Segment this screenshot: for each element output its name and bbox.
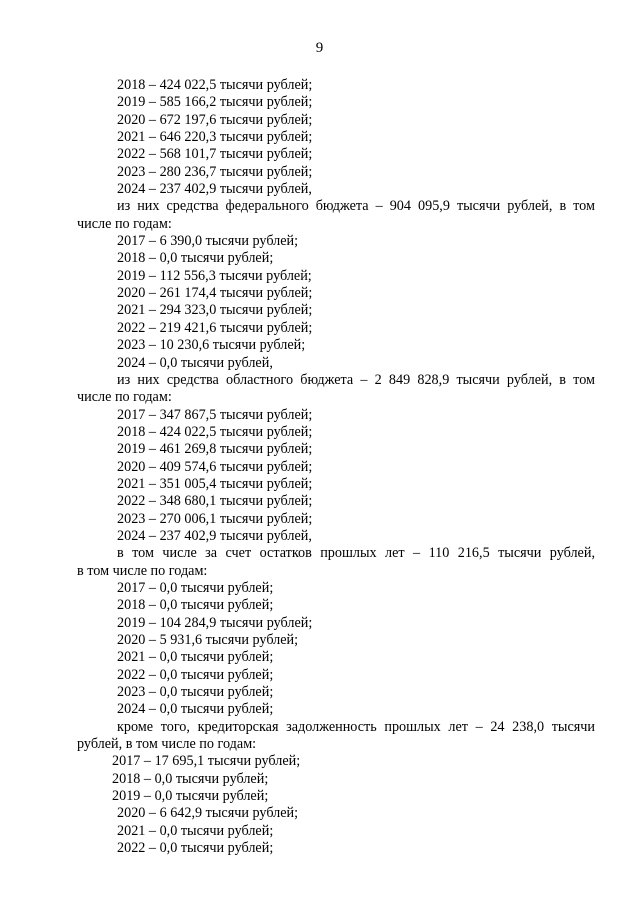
text-line: 2018 – 0,0 тысячи рублей; bbox=[112, 770, 269, 787]
text-line: 2017 – 6 390,0 тысячи рублей; bbox=[117, 233, 299, 250]
text-line: в том числе за счет остатков прошлых лет – 110 216,5 тысячи рублей, bbox=[117, 545, 595, 562]
text-line: 2017 – 0,0 тысячи рублей; bbox=[117, 579, 274, 596]
text-line: кроме того, кредиторская задолженность прошлых лет – 24 238,0 тысячи bbox=[117, 718, 595, 735]
text-line: 2022 – 0,0 тысячи рублей; bbox=[117, 840, 274, 857]
text-line: 2024 – 0,0 тысячи рублей, bbox=[117, 354, 273, 371]
text-line: из них средства федерального бюджета – 904 095,9 тысячи рублей, в том bbox=[117, 198, 595, 215]
text-line: 2019 – 585 166,2 тысячи рублей; bbox=[117, 94, 313, 111]
text-line: 2020 – 6 642,9 тысячи рублей; bbox=[117, 805, 299, 822]
text-line: 2017 – 17 695,1 тысячи рублей; bbox=[112, 753, 301, 770]
text-line: 2020 – 5 931,6 тысячи рублей; bbox=[117, 632, 299, 648]
text-line: 2018 – 0,0 тысячи рублей; bbox=[117, 597, 274, 614]
text-line: 2018 – 424 022,5 тысячи рублей; bbox=[117, 423, 313, 440]
text-line: 2021 – 646 220,3 тысячи рублей; bbox=[117, 129, 313, 146]
text-line: 2017 – 347 867,5 тысячи рублей; bbox=[117, 406, 313, 423]
text-line: 2019 – 112 556,3 тысячи рублей; bbox=[117, 267, 312, 284]
text-line: 2018 – 0,0 тысячи рублей; bbox=[117, 250, 274, 267]
text-line: рублей, в том числе по годам: bbox=[77, 736, 257, 753]
text-line: 2021 – 0,0 тысячи рублей; bbox=[117, 822, 274, 839]
text-line: 2022 – 0,0 тысячи рублей; bbox=[117, 666, 274, 683]
text-line: 2020 – 261 174,4 тысячи рублей; bbox=[117, 285, 313, 302]
text-line: из них средства областного бюджета – 2 849 828,9 тысячи рублей, в том bbox=[117, 371, 595, 388]
text-line: 2020 – 409 574,6 тысячи рублей; bbox=[117, 458, 313, 475]
text-line: 2018 – 424 022,5 тысячи рублей; bbox=[117, 77, 313, 93]
text-line: 2019 – 0,0 тысячи рублей; bbox=[112, 788, 269, 805]
text-line: 2021 – 351 005,4 тысячи рублей; bbox=[117, 475, 313, 492]
text-line: 2023 – 0,0 тысячи рублей; bbox=[117, 684, 274, 701]
page-number: 9 bbox=[315, 40, 324, 56]
text-line: 2021 – 294 323,0 тысячи рублей; bbox=[117, 302, 313, 319]
text-line: 2023 – 270 006,1 тысячи рублей; bbox=[117, 510, 313, 527]
text-line: 2022 – 348 680,1 тысячи рублей; bbox=[117, 493, 313, 510]
text-line: 2019 – 104 284,9 тысячи рублей; bbox=[117, 614, 313, 631]
text-line: 2020 – 672 197,6 тысячи рублей; bbox=[117, 111, 313, 128]
document-body bbox=[77, 77, 595, 857]
text-line: 2023 – 10 230,6 тысячи рублей; bbox=[117, 337, 306, 354]
text-line: 2021 – 0,0 тысячи рублей; bbox=[117, 649, 274, 666]
text-line: 2019 – 461 269,8 тысячи рублей; bbox=[117, 441, 313, 458]
text-line: 2024 – 237 402,9 тысячи рублей, bbox=[117, 527, 312, 544]
text-line: числе по годам: bbox=[77, 389, 172, 406]
text-line: 2023 – 280 236,7 тысячи рублей; bbox=[117, 163, 313, 180]
text-line: 2024 – 0,0 тысячи рублей; bbox=[117, 701, 274, 718]
text-line: 2024 – 237 402,9 тысячи рублей, bbox=[117, 181, 312, 198]
text-line: 2022 – 568 101,7 тысячи рублей; bbox=[117, 146, 313, 163]
text-line: 2022 – 219 421,6 тысячи рублей; bbox=[117, 319, 313, 336]
text-line: в том числе по годам: bbox=[77, 562, 208, 579]
text-line: числе по годам: bbox=[77, 215, 172, 232]
